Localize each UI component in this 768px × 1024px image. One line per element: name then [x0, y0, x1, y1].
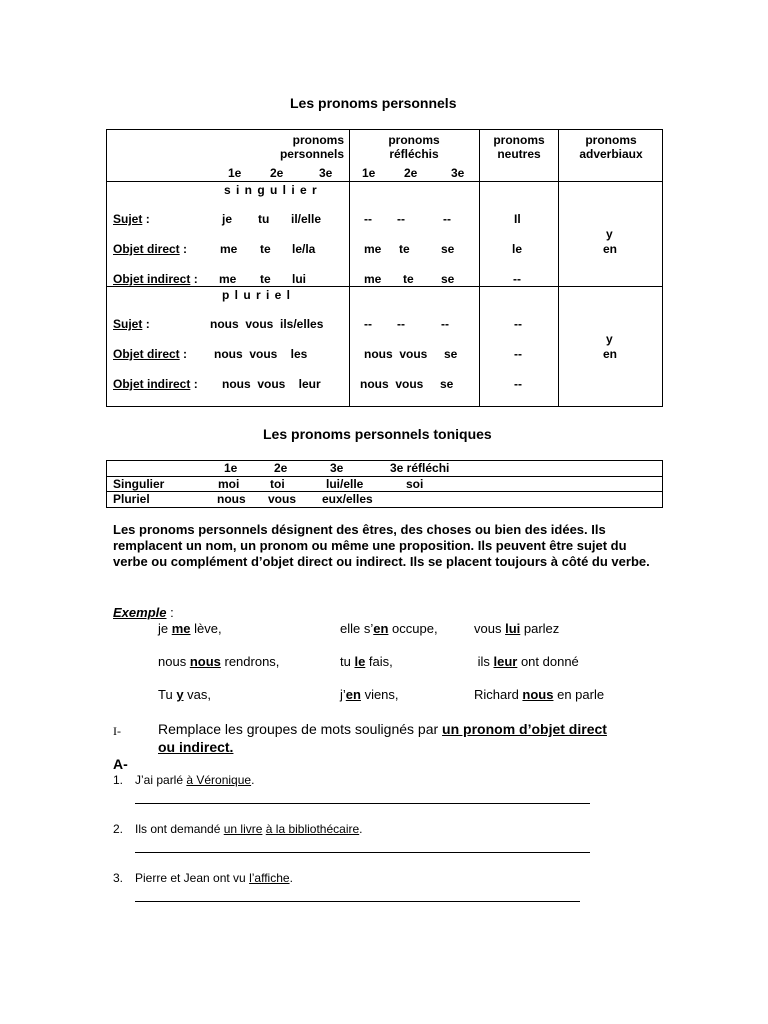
header-personnels: [268, 133, 348, 161]
example-pronoun: y: [176, 687, 184, 702]
example-text: j’: [340, 687, 346, 702]
table-border-top: [106, 460, 663, 461]
toniques-cell: eux/elles: [322, 492, 373, 506]
table-divider: [106, 491, 663, 492]
reflexive-cell: te: [399, 242, 410, 256]
header-text: adverbiaux: [579, 147, 643, 161]
item-number: 2.: [113, 822, 124, 836]
pluriel-label: p l u r i e l: [222, 288, 292, 302]
adverbial-cell: en: [603, 242, 618, 256]
page-title: Les pronoms personnels: [290, 95, 457, 111]
header-text: personnels: [279, 147, 344, 161]
example-phrase: [340, 621, 438, 636]
answer-line[interactable]: [135, 803, 590, 804]
pronoun-cell: nous vous ils/elles: [210, 317, 324, 331]
neutral-cell: Il: [514, 212, 521, 226]
example-text: elle s’: [340, 621, 374, 636]
table-border-right: [662, 129, 663, 407]
sentence-text: .: [359, 822, 363, 836]
underlined-group: à la bibliothécaire: [265, 822, 360, 836]
example-text: en parle: [553, 687, 605, 702]
reflexive-cell: --: [397, 212, 405, 226]
reflexive-cell: --: [364, 317, 372, 331]
table-divider: [106, 476, 663, 477]
reflexive-cell: --: [364, 212, 372, 226]
sentence-text: Pierre et Jean ont vu: [135, 871, 250, 885]
example-pronoun: le: [354, 654, 366, 669]
toniques-header: 1e: [224, 461, 238, 475]
sentence-text: .: [289, 871, 293, 885]
header-text: pronoms: [493, 133, 545, 147]
table-divider: [106, 181, 663, 182]
example-pronoun: en: [373, 621, 389, 636]
header-text: neutres: [497, 147, 541, 161]
example-pronoun: lui: [505, 621, 521, 636]
objet-direct-label: Objet direct :: [113, 347, 188, 361]
sujet-label: Sujet :: [113, 212, 150, 226]
example-text: fais,: [365, 654, 393, 669]
pronoun-cell: te: [260, 272, 271, 286]
sentence-text: .: [251, 773, 255, 787]
section-title: Les pronoms personnels toniques: [263, 426, 492, 442]
example-pronoun: nous: [522, 687, 554, 702]
example-text: vous: [474, 621, 506, 636]
example-phrase: [474, 687, 604, 702]
neutral-cell: --: [514, 377, 522, 391]
answer-line[interactable]: [135, 901, 580, 902]
objet-direct-label: Objet direct :: [113, 242, 188, 256]
example-text: lève,: [190, 621, 222, 636]
item-sentence: [135, 822, 363, 836]
pronoun-cell: lui: [292, 272, 306, 286]
example-pronoun: leur: [493, 654, 518, 669]
adverbial-cell: en: [603, 347, 618, 361]
table-divider: [479, 129, 480, 407]
example-text: rendrons,: [220, 654, 280, 669]
neutral-cell: --: [514, 317, 522, 331]
item-sentence: [135, 871, 293, 885]
example-pronoun: nous: [189, 654, 221, 669]
example-text: Tu: [158, 687, 177, 702]
table-border-right: [662, 460, 663, 508]
pronoun-cell: je: [222, 212, 233, 226]
person-header: 2e: [270, 166, 284, 180]
example-text: ils: [474, 654, 494, 669]
item-number: 3.: [113, 871, 124, 885]
toniques-header: 2e: [274, 461, 288, 475]
example-text: occupe,: [388, 621, 438, 636]
toniques-cell: toi: [270, 477, 285, 491]
neutral-cell: --: [513, 272, 521, 286]
pronoun-cell: nous vous leur: [222, 377, 321, 391]
pronoun-cell: tu: [258, 212, 270, 226]
reflexive-cell: nous vous se: [360, 377, 454, 391]
table-border-top: [106, 129, 663, 130]
exercise-number: I-: [113, 724, 121, 738]
table-divider: [106, 286, 663, 287]
sentence-text: J’ai parlé: [135, 773, 187, 787]
reflexive-cell: --: [441, 317, 449, 331]
example-text: tu: [340, 654, 355, 669]
underlined-group: un livre: [223, 822, 263, 836]
objet-indirect-label: Objet indirect :: [113, 377, 198, 391]
reflexive-cell: --: [397, 317, 405, 331]
table-divider: [349, 129, 350, 407]
adverbial-cell: y: [606, 227, 613, 241]
example-phrase: [158, 621, 222, 636]
sujet-label: Sujet :: [113, 317, 150, 331]
answer-line[interactable]: [135, 852, 590, 853]
example-pronoun: en: [345, 687, 361, 702]
neutral-cell: le: [512, 242, 523, 256]
header-neutres: [481, 133, 557, 161]
underlined-group: à Véronique: [186, 773, 252, 787]
reflexive-cell: --: [443, 212, 451, 226]
reflexive-cell: te: [403, 272, 414, 286]
toniques-cell: lui/elle: [326, 477, 364, 491]
example-text: je: [158, 621, 172, 636]
toniques-header: 3e réfléchi: [390, 461, 450, 475]
example-text: nous: [158, 654, 190, 669]
reflexive-cell: se: [441, 242, 455, 256]
table-border-bottom: [106, 406, 663, 407]
header-reflechis: [355, 133, 473, 161]
exemple-label: Exemple :: [113, 605, 174, 620]
example-text: Richard: [474, 687, 523, 702]
item-sentence: [135, 773, 254, 787]
exercise-instruction: Remplace les groupes de mots soulignés par un pronom d’objet direct: [158, 721, 607, 737]
sentence-text: Ils ont demandé: [135, 822, 224, 836]
header-text: réfléchis: [389, 147, 439, 161]
toniques-row-label: Pluriel: [113, 492, 150, 506]
person-header: 3e: [319, 166, 333, 180]
person-header: 3e: [451, 166, 465, 180]
example-phrase: [340, 687, 399, 702]
toniques-cell: soi: [406, 477, 424, 491]
item-number: 1.: [113, 773, 124, 787]
header-text: pronoms: [292, 133, 344, 147]
reflexive-cell: nous vous se: [364, 347, 458, 361]
example-phrase: [158, 654, 279, 669]
pronoun-cell: me: [219, 272, 237, 286]
table-border-bottom: [106, 507, 663, 508]
table-divider: [558, 129, 559, 407]
toniques-cell: nous: [217, 492, 246, 506]
objet-indirect-label: Objet indirect :: [113, 272, 198, 286]
pronoun-cell: nous vous les: [214, 347, 308, 361]
header-text: pronoms: [585, 133, 637, 147]
singulier-label: s i n g u l i e r: [224, 183, 318, 197]
pronoun-cell: il/elle: [291, 212, 322, 226]
toniques-header: 3e: [330, 461, 344, 475]
example-text: viens,: [360, 687, 399, 702]
section-label: A-: [113, 756, 128, 772]
person-header: 2e: [404, 166, 418, 180]
table-border-left: [106, 460, 107, 508]
reflexive-cell: me: [364, 242, 382, 256]
exercise-instruction-end: ou indirect.: [158, 739, 234, 755]
toniques-cell: moi: [218, 477, 240, 491]
person-header: 1e: [362, 166, 376, 180]
pronoun-cell: me: [220, 242, 238, 256]
header-text: pronoms: [388, 133, 440, 147]
neutral-cell: --: [514, 347, 522, 361]
example-phrase: [340, 654, 393, 669]
person-header: 1e: [228, 166, 242, 180]
example-phrase: [474, 654, 579, 669]
reflexive-cell: se: [441, 272, 455, 286]
header-adverbiaux: [560, 133, 662, 161]
example-pronoun: me: [171, 621, 191, 636]
adverbial-cell: y: [606, 332, 613, 346]
toniques-cell: vous: [268, 492, 297, 506]
pronoun-cell: te: [260, 242, 271, 256]
example-phrase: [474, 621, 559, 636]
reflexive-cell: me: [364, 272, 382, 286]
example-text: vas,: [183, 687, 212, 702]
pronoun-cell: le/la: [292, 242, 316, 256]
example-text: parlez: [520, 621, 560, 636]
toniques-row-label: Singulier: [113, 477, 165, 491]
table-border-left: [106, 129, 107, 407]
underlined-group: l’affiche: [249, 871, 290, 885]
example-phrase: [158, 687, 211, 702]
example-text: ont donné: [517, 654, 579, 669]
intro-paragraph: Les pronoms personnels désignent des êtres, des choses ou bien des idées. Ils remplacent un nom, un pronom ou même une proposition. Ils peuvent être sujet du verbe ou complément d’objet direct ou indirect. Ils se placent toujours à côté du verbe.: [113, 522, 650, 569]
